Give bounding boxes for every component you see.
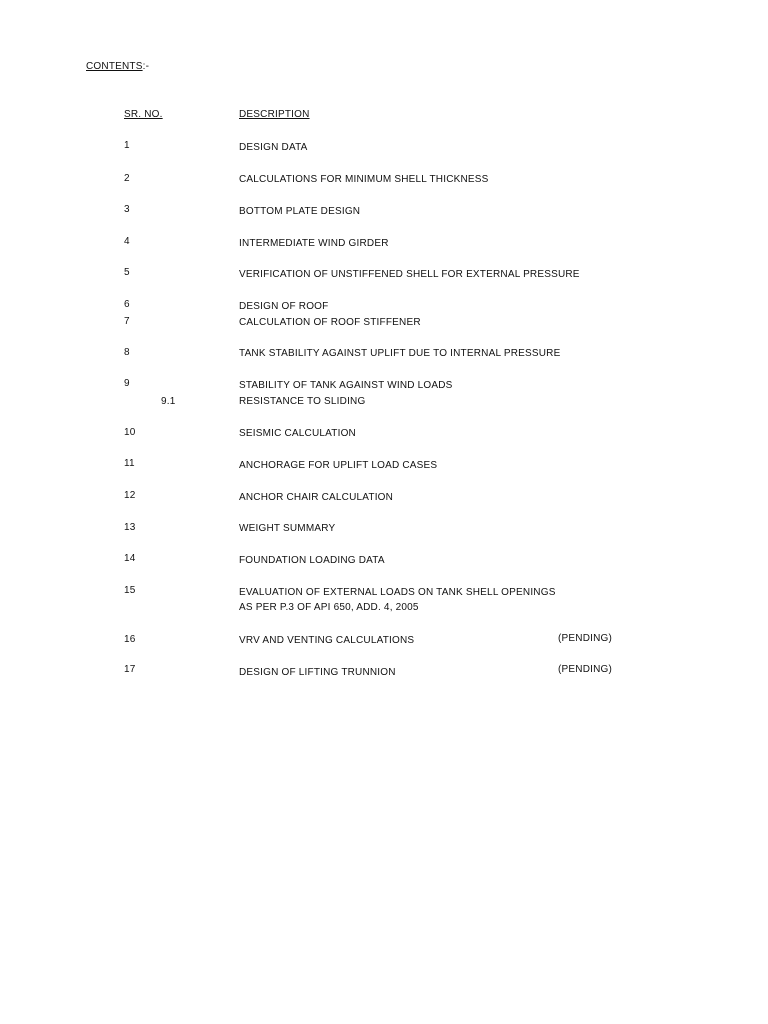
row-11-description: ANCHORAGE FOR UPLIFT LOAD CASES — [239, 460, 438, 471]
row-1-description: DESIGN DATA — [239, 142, 308, 153]
row-10-description: SEISMIC CALCULATION — [239, 428, 356, 439]
column-header-description: DESCRIPTION — [239, 109, 310, 120]
row-17-description: DESIGN OF LIFTING TRUNNION — [239, 667, 396, 678]
row-16-status: (PENDING) — [558, 633, 613, 644]
row-1-number: 1 — [124, 140, 130, 151]
row-15-description: EVALUATION OF EXTERNAL LOADS ON TANK SHELL OPENINGS — [239, 587, 556, 598]
row-12-description: ANCHOR CHAIR CALCULATION — [239, 492, 394, 503]
row-9-number: 9 — [124, 378, 130, 389]
row-13-description: WEIGHT SUMMARY — [239, 523, 336, 534]
row-9-description: STABILITY OF TANK AGAINST WIND LOADS — [239, 380, 453, 391]
row-12-number: 12 — [124, 490, 136, 501]
row-4-description: INTERMEDIATE WIND GIRDER — [239, 238, 389, 249]
row-13-number: 13 — [124, 522, 136, 533]
row-2-number: 2 — [124, 173, 130, 184]
row-17-status: (PENDING) — [558, 664, 613, 675]
row-4-number: 4 — [124, 236, 130, 247]
row-6-number: 6 — [124, 299, 130, 310]
row-16-number: 16 — [124, 634, 136, 645]
contents-heading-suffix: :- — [142, 61, 150, 72]
row-10-number: 10 — [124, 427, 136, 438]
row-15-description-line-2: AS PER P.3 OF API 650, ADD. 4, 2005 — [239, 602, 419, 613]
row-9-1-number: 9.1 — [161, 396, 176, 407]
row-14-description: FOUNDATION LOADING DATA — [239, 555, 385, 566]
contents-heading — [86, 61, 149, 73]
row-2-description: CALCULATIONS FOR MINIMUM SHELL THICKNESS — [239, 174, 489, 185]
row-16-description: VRV AND VENTING CALCULATIONS — [239, 635, 415, 646]
contents-heading-text: CONTENTS — [86, 61, 143, 72]
row-9-1-description: RESISTANCE TO SLIDING — [239, 396, 366, 407]
row-3-number: 3 — [124, 204, 130, 215]
row-5-number: 5 — [124, 267, 130, 278]
row-5-description: VERIFICATION OF UNSTIFFENED SHELL FOR EXTERNAL PRESSURE — [239, 269, 580, 280]
column-header-sr-no: SR. NO. — [124, 109, 163, 120]
row-3-description: BOTTOM PLATE DESIGN — [239, 206, 361, 217]
row-7-description: CALCULATION OF ROOF STIFFENER — [239, 317, 421, 328]
row-17-number: 17 — [124, 664, 136, 675]
row-11-number: 11 — [124, 458, 135, 469]
row-8-number: 8 — [124, 347, 130, 358]
row-6-description: DESIGN OF ROOF — [239, 301, 329, 312]
row-7-number: 7 — [124, 316, 130, 327]
row-14-number: 14 — [124, 553, 136, 564]
row-8-description: TANK STABILITY AGAINST UPLIFT DUE TO INTERNAL PRESSURE — [239, 348, 561, 359]
row-15-number: 15 — [124, 585, 136, 596]
